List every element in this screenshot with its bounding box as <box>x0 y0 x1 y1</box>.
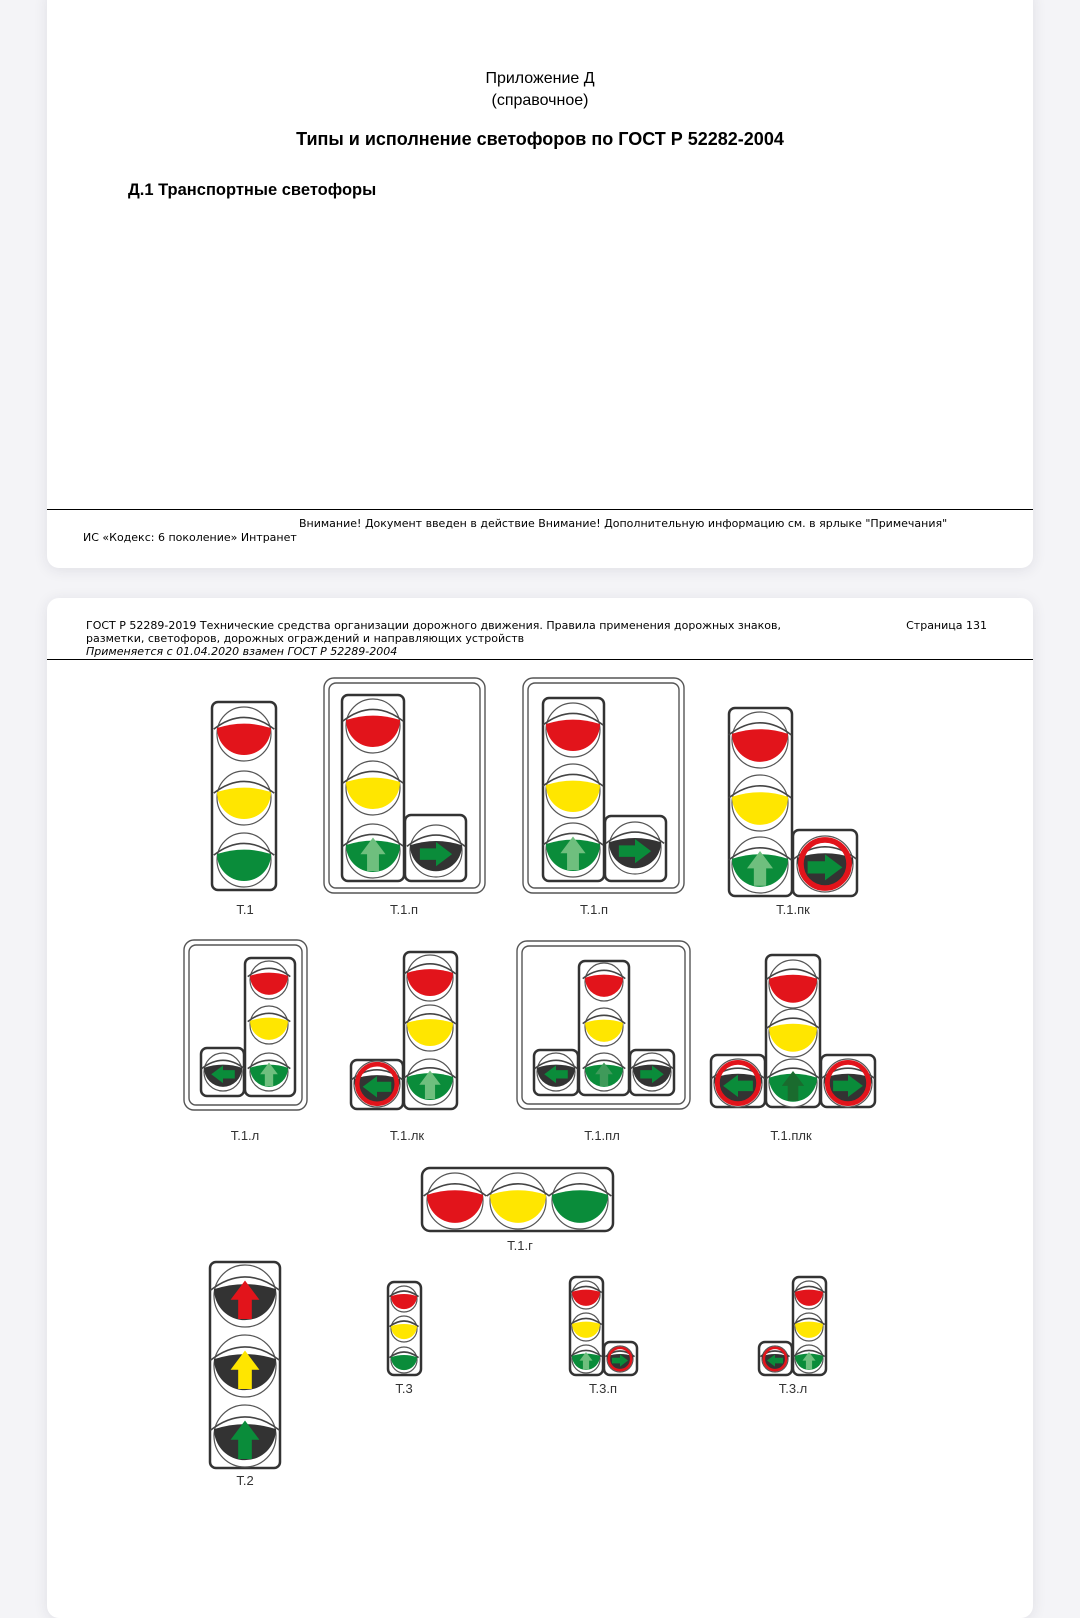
header-line-3: Применяется с 01.04.2020 взамен ГОСТ Р 52289-2004 <box>86 645 398 658</box>
figure-label: Т.1 <box>236 902 254 917</box>
figure-label: Т.3.п <box>589 1381 617 1396</box>
main-title: Типы и исполнение светофоров по ГОСТ Р 52282-2004 <box>296 129 784 149</box>
figure-label: Т.1.лк <box>389 1128 425 1143</box>
figure-label: Т.3 <box>395 1381 413 1396</box>
footer-notice: Внимание! Документ введен в действие Внимание! Дополнительную информацию см. в ярлыке "Примечания" <box>299 517 948 530</box>
figure-label: Т.1.п <box>390 902 418 917</box>
header-line-2: разметки, светофоров, дорожных ограждений и направляющих устройств <box>86 632 525 645</box>
footer-divider <box>47 509 1033 510</box>
figure-label: Т.1.п <box>580 902 608 917</box>
figure-label: Т.1.плк <box>770 1128 812 1143</box>
figure-label: Т.2 <box>236 1473 254 1488</box>
figure-label: Т.1.пл <box>584 1128 620 1143</box>
section-title: Д.1 Транспортные светофоры <box>128 181 377 199</box>
figure-label: Т.1.л <box>230 1128 260 1143</box>
header-line-1: ГОСТ Р 52289-2019 Технические средства организации дорожного движения. Правила применения дорожных знаков, <box>86 619 782 632</box>
appendix-subtitle: (справочное) <box>491 92 589 109</box>
page-number: Страница 131 <box>906 619 987 632</box>
figure-label: Т.1.пк <box>776 902 810 917</box>
document-page-2 <box>47 598 1033 1618</box>
footer-source: ИС «Кодекс: 6 поколение» Интранет <box>83 531 297 544</box>
document-page-1 <box>47 0 1033 568</box>
traffic-lights-figure <box>47 598 1033 1598</box>
figure-label: Т.1.г <box>507 1238 533 1253</box>
figure-label: Т.3.л <box>778 1381 808 1396</box>
appendix-title: Приложение Д <box>485 70 595 87</box>
